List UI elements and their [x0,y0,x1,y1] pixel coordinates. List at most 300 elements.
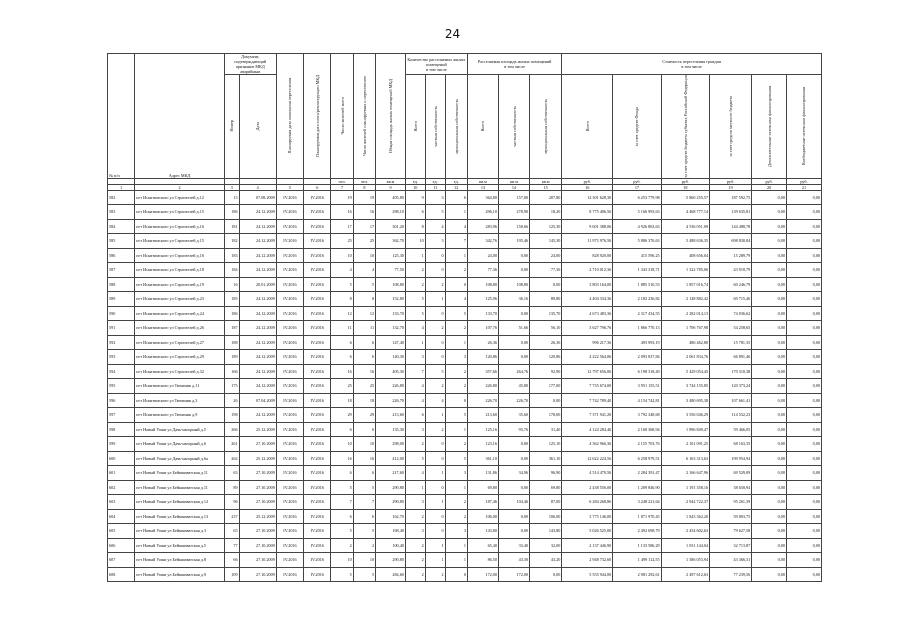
table-cell: 3 [405,350,425,365]
table-cell: 6 284 268,86 [562,495,613,510]
table-cell: 0 [445,393,467,408]
table-cell: 412,00 [376,451,406,466]
table-cell: 11 973 976,56 [562,234,613,249]
table-cell: 5 [353,480,375,495]
table-row [108,538,822,553]
table-cell: 1 896 849,47 [661,422,709,437]
table-cell: 3 [425,234,445,249]
table-cell: 2 [425,422,445,437]
table-cell: 2 981 292,61 [613,567,661,582]
resettlement-table [107,53,822,582]
table-cell: 16 [353,451,375,466]
table-row [108,509,822,524]
table-cell: IV.2016 [304,205,331,220]
header-rooms-total: Всего [405,75,425,179]
table-cell: IV.2016 [304,495,331,510]
table-cell: 266 [224,422,239,437]
table-cell: 2 [445,379,467,394]
table-cell: 4 468 777,14 [661,205,709,220]
address-cell: пгт Новый Уоши ул Бейкшиватская д.3 [135,524,224,539]
table-cell: 5 [445,306,467,321]
table-cell: 144 488,78 [710,219,752,234]
table-cell: 7 742 789,40 [562,393,613,408]
table-cell: 0,00 [786,495,821,510]
table-cell: 27.10.2009 [239,524,276,539]
table-cell: 1 322 785,06 [661,263,709,278]
address-cell: пгт Новый Уоши ул Бейкшиватская д.11 [135,466,224,481]
table-cell: 25 [353,379,375,394]
table-cell: 10 [331,248,353,263]
table-row [108,379,822,394]
table-cell: 0,00 [752,219,787,234]
table-cell: 290,80 [376,480,406,495]
table-cell: 590 [108,306,135,321]
table-cell: 0,00 [752,553,787,568]
address-cell: пгт Искитимского ул Строителей д.15 [135,234,224,249]
table-cell: 996 217,36 [562,335,613,350]
table-cell: 2 182 236,82 [613,292,661,307]
table-cell: 226,70 [467,393,498,408]
column-index-cell: 2 [135,184,224,190]
table-cell: 0,00 [752,437,787,452]
table-cell: 2 [445,263,467,278]
header-area-group: Расселяемая площадь жилых помещений в том числе [467,54,561,75]
table-cell: IV.2016 [304,509,331,524]
table-cell: 405,80 [376,190,406,205]
address-cell: пгт Новый Уоши ул Дачь-нагорный д.6 [135,437,224,452]
table-cell: IV.2016 [304,553,331,568]
table-cell: 10 [353,248,375,263]
table-cell: 89 [224,480,239,495]
table-cell: 4 222 564,06 [562,350,613,365]
unit-cell: чел. [331,178,353,184]
table-cell: 24.12.2009 [239,321,276,336]
table-cell: 0,00 [786,335,821,350]
table-cell: IV.2016 [304,408,331,423]
table-cell: 16 [353,205,375,220]
table-cell: IV.2016 [276,379,303,394]
address-cell: пгт Искитимского ул Тюменик д.3 [135,393,224,408]
table-cell: 24.12.2009 [239,248,276,263]
table-row [108,495,822,510]
table-cell: 0,00 [752,234,787,249]
table-cell: 0,00 [752,335,787,350]
table-cell: 4 [405,379,425,394]
table-cell: 5 860 255,57 [661,190,709,205]
table-cell: 5 886 376,63 [613,234,661,249]
table-cell: 07.04.2009 [239,393,276,408]
table-cell: 1 [425,553,445,568]
table-cell: 9 [405,190,425,205]
table-cell: 11 [331,321,353,336]
table-cell: 5 026 525,00 [562,524,613,539]
table-cell: 0,00 [786,437,821,452]
table-cell: 0,00 [498,350,529,365]
table-cell: 24,00 [530,248,562,263]
table-cell: IV.2016 [276,509,303,524]
table-cell: 1 871 970,45 [613,509,661,524]
table-cell: 24.12.2009 [239,379,276,394]
table-cell: 43,30 [498,553,529,568]
table-cell: 0,00 [786,466,821,481]
table-cell: 3 792 348,68 [613,408,661,423]
table-cell: 24.12.2009 [239,364,276,379]
table-cell: 12 [331,306,353,321]
table-cell: 264,76 [498,364,529,379]
column-index-cell: 21 [786,184,821,190]
table-cell: 6 [445,190,467,205]
table-cell: 27.10.2009 [239,538,276,553]
table-cell: 145,30 [530,234,562,249]
address-cell: пгт Новый Уоши ул Бейкшиватская д.13 [135,509,224,524]
table-cell: 5 [445,451,467,466]
table-cell: 357,66 [467,364,498,379]
table-cell: 0 [425,263,445,278]
table-cell: 77,50 [376,263,406,278]
table-cell: 12 622 224,56 [562,451,613,466]
address-cell: пгт Искитимского ул Строителей д.12 [135,190,224,205]
table-cell: 65,40 [467,538,498,553]
table-cell: 45,80 [498,379,529,394]
table-cell: 0,00 [786,451,821,466]
table-cell: 135,30 [376,422,406,437]
table-cell: 1 857 016,74 [661,277,709,292]
table-cell: 32,00 [530,538,562,553]
address-cell: пгт Искитимского ул Строителей д.32 [135,364,224,379]
table-cell: 7 371 941,20 [562,408,613,423]
table-cell: 2 [405,437,425,452]
table-cell: IV.2016 [304,480,331,495]
table-cell: 7 [405,364,425,379]
table-cell: IV.2016 [304,364,331,379]
table-cell: 4 [331,263,353,278]
table-cell: 7 735 674,00 [562,379,613,394]
table-cell: 183 [224,248,239,263]
table-cell: 602 [108,480,135,495]
table-cell: 2 [445,437,467,452]
table-cell: 69,80 [530,480,562,495]
table-cell: IV.2016 [276,277,303,292]
table-cell: 5 [405,292,425,307]
table-cell: 0,00 [786,538,821,553]
table-cell: 606 [108,538,135,553]
table-cell: 0,00 [752,509,787,524]
address-cell: пгт Новый Уоши ул Дачь-нагорный д.5 [135,422,224,437]
table-cell: 1 [405,480,425,495]
table-cell: 2 454 602,63 [661,524,709,539]
table-cell: 226,80 [467,379,498,394]
table-cell: 4 673 483,36 [562,306,613,321]
table-cell: 0,00 [752,190,787,205]
table-cell: 2 438 556,00 [562,480,613,495]
table-cell: 5 [353,567,375,582]
table-cell: 2 [405,277,425,292]
header-cost-other: Внебюджетные источники финансирования [786,75,821,179]
column-index-cell: 18 [661,184,709,190]
table-cell: 26,36 [530,335,562,350]
table-cell: 59 466,05 [710,422,752,437]
table-cell: 486 462,80 [661,335,709,350]
column-index-cell: 16 [562,184,613,190]
table-cell: IV.2016 [276,524,303,539]
table-cell: 5 [331,524,353,539]
table-cell: 1 [425,292,445,307]
table-row [108,408,822,423]
address-cell: пгт Искитимского ул Тюменик д.9 [135,408,224,423]
table-cell: 301,20 [376,219,406,234]
table-cell: 0,00 [786,509,821,524]
table-cell: 0,00 [752,393,787,408]
header-rooms-group: Количество расселяемых жилых помещений в том числе [405,54,467,75]
table-cell: 5 [331,480,353,495]
column-index-cell: 4 [239,184,276,190]
header-residents-plan: Число жителей планируемых к переселению [353,54,375,179]
header-cost-subject: за счет средств бюджета субъекта Российской Федерации [661,75,709,179]
table-cell: IV.2016 [276,321,303,336]
table-cell: 0,00 [786,379,821,394]
table-cell: 66 [224,553,239,568]
unit-cell: кв.м [498,178,529,184]
table-cell: 698 830,04 [710,234,752,249]
table-cell: 589 [108,292,135,307]
table-cell: 95 261,39 [710,495,752,510]
table-cell: IV.2016 [304,248,331,263]
table-cell: 24.12.2009 [239,408,276,423]
table-cell: 0 [445,567,467,582]
table-cell: 217,60 [376,466,406,481]
table-cell: 1 [405,248,425,263]
table-cell: 3 248 221,64 [613,495,661,510]
table-cell: 54 258,65 [710,321,752,336]
table-cell: 0,00 [530,393,562,408]
table-cell: 143,80 [530,524,562,539]
table-cell: 5 [331,567,353,582]
table-cell: 0,00 [530,567,562,582]
header-planned-demolish: Планируемая дата сноса/реконструкции МКД [304,54,331,179]
table-cell: 19 [331,190,353,205]
table-cell: IV.2016 [276,364,303,379]
header-planned-settle: Планируемая дата окончания переселения [276,54,303,179]
table-cell: 599 [108,437,135,452]
table-row [108,567,822,582]
address-cell: пгт Искитимского ул Строителей д.16 [135,219,224,234]
table-cell: 43 366,31 [710,553,752,568]
table-cell: IV.2016 [304,277,331,292]
table-cell: 0,00 [752,321,787,336]
table-cell: 1 [445,205,467,220]
column-index-cell: 17 [613,184,661,190]
table-cell: 38 650,94 [710,480,752,495]
table-cell: 20.01.2009 [239,277,276,292]
table-cell: 172,00 [467,567,498,582]
table-cell: 27.10.2009 [239,466,276,481]
table-cell: 17 [353,219,375,234]
table-cell: 35,60 [498,408,529,423]
table-cell: 0,00 [752,466,787,481]
table-cell: 11 [353,321,375,336]
table-cell: 8 [353,292,375,307]
header-doc-no: Номер [224,75,239,179]
column-index-cell: 15 [530,184,562,190]
table-cell: 591 [108,321,135,336]
table-cell: 298,10 [376,205,406,220]
table-cell: 18 [353,393,375,408]
table-cell: 162,70 [376,509,406,524]
table-cell: 6 [353,350,375,365]
table-cell: 18 [331,393,353,408]
table-cell: 0,00 [752,263,787,278]
header-num: № п/п [108,54,135,179]
table-cell: 2 101 091,25 [661,437,709,452]
table-cell: 8 775 406,56 [562,205,613,220]
address-cell: пгт Новый Уоши ул Дачь-нагорный д.6а [135,451,224,466]
table-cell: 114 532,23 [710,408,752,423]
table-cell: 51,66 [498,321,529,336]
table-cell: 100,40 [376,538,406,553]
table-cell: 0,00 [786,205,821,220]
table-cell: 27.10.2009 [239,567,276,582]
table-cell: 4 [405,466,425,481]
table-cell: 5 [405,306,425,321]
table-row [108,393,822,408]
table-cell: IV.2016 [276,248,303,263]
unit-cell: руб. [661,178,709,184]
table-cell: 0,00 [498,263,529,278]
table-cell: 24,00 [467,248,498,263]
table-cell: 4 [445,292,467,307]
table-cell: 120 373,24 [710,379,752,394]
table-cell: 68 163,35 [710,437,752,452]
column-index-cell: 20 [752,184,787,190]
table-cell: 123,16 [467,437,498,452]
table-cell: 2 [445,321,467,336]
table-cell: 1 [425,538,445,553]
address-cell: пгт Искитимского ул Строителей д.16 [135,248,224,263]
table-cell: IV.2016 [276,553,303,568]
table-cell: IV.2016 [304,292,331,307]
column-index-cell: 13 [467,184,498,190]
table-cell: 4 [425,219,445,234]
table-cell: 10 [353,553,375,568]
table-cell: 0,00 [786,190,821,205]
table-cell: 1 706 767,98 [661,321,709,336]
table-cell: 63 [224,466,239,481]
table-cell: 79 627,58 [710,524,752,539]
table-cell: 26,36 [467,335,498,350]
header-cost-extra: Дополнительные источники финансирования [752,75,787,179]
header-cost-fund: за счет средств Фонда [613,75,661,179]
table-cell: 1 885 510,53 [613,277,661,292]
table-cell: 0 [425,248,445,263]
table-cell: 32 713,87 [710,538,752,553]
table-cell: IV.2016 [304,335,331,350]
table-cell: 27.10.2009 [239,480,276,495]
table-cell: 0,00 [786,553,821,568]
table-cell: 3 [405,495,425,510]
table-cell: 5 555 944,00 [562,567,613,582]
table-cell: 5 [353,524,375,539]
table-cell: 172,00 [498,567,529,582]
table-cell: 24.12.2009 [239,219,276,234]
table-row [108,277,822,292]
table-cell: IV.2016 [276,263,303,278]
address-cell: пгт Новый Уоши ул Бейкшиватская д.12 [135,495,224,510]
table-cell: IV.2016 [304,451,331,466]
unit-cell: ед. [405,178,425,184]
table-cell: IV.2016 [276,451,303,466]
table-cell: IV.2016 [276,393,303,408]
table-cell: 1 866 770,13 [613,321,661,336]
table-cell: 6 258 979,51 [613,451,661,466]
table-cell: 283,96 [467,219,498,234]
table-cell: 1 [425,466,445,481]
table-cell: 4 154 742,81 [613,393,661,408]
table-cell: 186 [224,306,239,321]
table-cell: 3 [445,350,467,365]
table-cell: 7 [353,495,375,510]
table-cell: 237 [224,509,239,524]
table-cell: 69 715,46 [710,292,752,307]
unit-cell: кв.м [530,178,562,184]
unit-cell: ед. [425,178,445,184]
table-cell: 6 [405,205,425,220]
table-cell: 0,00 [752,292,787,307]
table-cell: 2 155 703,76 [613,437,661,452]
table-cell: 7 [331,495,353,510]
table-cell: 3 [445,466,467,481]
table-cell: 1 133 586,29 [613,538,661,553]
table-cell: 1 343 318,71 [613,263,661,278]
table-cell: 15 781,35 [710,335,752,350]
table-cell: 96 [224,495,239,510]
table-cell: 597 [108,408,135,423]
table-cell: 143,80 [467,524,498,539]
table-cell: IV.2016 [304,437,331,452]
header-doc-date: Дата [239,75,276,179]
table-cell: 2 [405,538,425,553]
table-cell: 87,00 [530,495,562,510]
unit-cell: кв.м [376,178,406,184]
table-cell: 364,80 [467,190,498,205]
table-cell: 10 [405,234,425,249]
table-cell: 2 942 722,37 [661,495,709,510]
header-area-private: частная собственность [498,75,529,179]
table-cell: 157,00 [498,190,529,205]
table-cell: 584 [108,219,135,234]
table-cell: 107 661,41 [710,393,752,408]
table-cell: 106,00 [467,509,498,524]
table-cell: IV.2016 [276,466,303,481]
table-cell: 0,00 [786,567,821,582]
table-cell: 0,00 [752,480,787,495]
table-cell: 2 [405,567,425,582]
table-cell: 3 [425,190,445,205]
header-cost-local: за счет средств местного бюджета [710,75,752,179]
table-cell: 133,70 [467,306,498,321]
table-cell: 140,30 [376,350,406,365]
table-cell: 608 [108,567,135,582]
table-cell: 16 [331,364,353,379]
table-cell: 2 148 882,42 [661,292,709,307]
table-cell: 284,60 [376,567,406,582]
table-cell: 594 [108,364,135,379]
table-cell: 33,40 [498,538,529,553]
table-cell: 0,00 [752,248,787,263]
table-cell: 2 [331,538,353,553]
table-cell: IV.2016 [276,495,303,510]
table-cell: 828 920,00 [562,248,613,263]
table-cell: 0,00 [786,524,821,539]
